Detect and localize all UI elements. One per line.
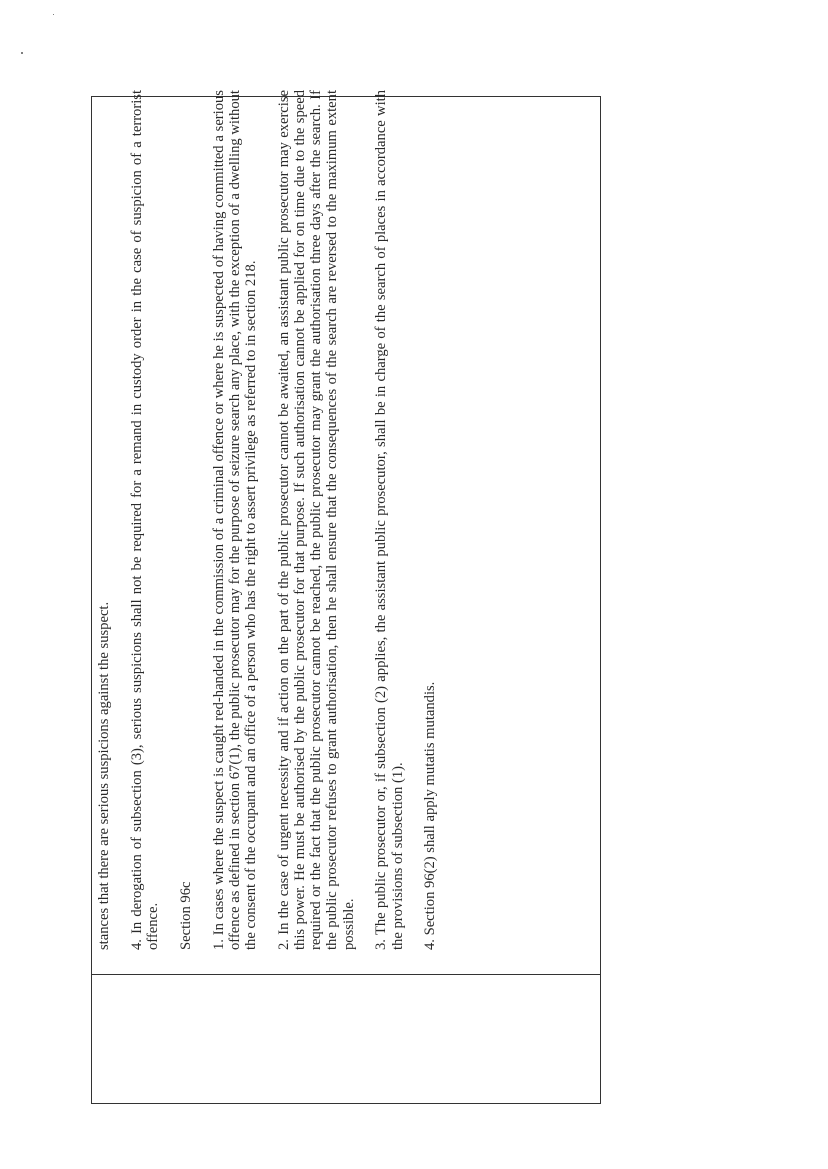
scan-speck: [21, 52, 23, 54]
paragraph-4-mutatis: 4. Section 96(2) shall apply mutatis mutandis.: [422, 681, 439, 950]
paragraph-2: 2. In the case of urgent necessity and if action on the part of the public prosecutor cannot be awaited, an assistant public prosecutor may exercise this power. He must be authorised by the public prosecutor for that purpose. If such authorisation cannot be applied for on time due to the speed required or the fact that the public prosecutor cannot be reached, the public prosecutor may grant the authorisation three days after the search. If the public prosecutor refuses to grant authorisation, then he shall ensure that the consequences of the search are reversed to the maximum extent possible.: [275, 90, 357, 950]
paragraph-3: 3. The public prosecutor or, if subsection (2) applies, the assistant public prosecutor, shall be in charge of the search of places in accordance with the provisions of subsection (1).: [373, 90, 406, 950]
scan-speck: [53, 14, 54, 15]
column-divider: [92, 974, 600, 975]
section-heading: Section 96c: [177, 881, 194, 950]
paragraph-1: 1. In cases where the suspect is caught red-handed in the commission of a criminal offence or where he is suspected of having committed a serious offence as defined in section 67(1), the public prosecutor may for the purpose of seizure search any place, with the exception of a dwelling without the consent of the occupant and an office of a person who has the right to assert privilege as referred to in section 218.: [210, 90, 259, 950]
paragraph-4-terrorist: 4. In derogation of subsection (3), serious suspicions shall not be required for a remand in custody order in the case of suspicion of a terrorist offence.: [128, 90, 161, 950]
rotated-text-column: [96, 90, 556, 950]
continuation-text: stances that there are serious suspicions against the suspect.: [96, 601, 112, 950]
